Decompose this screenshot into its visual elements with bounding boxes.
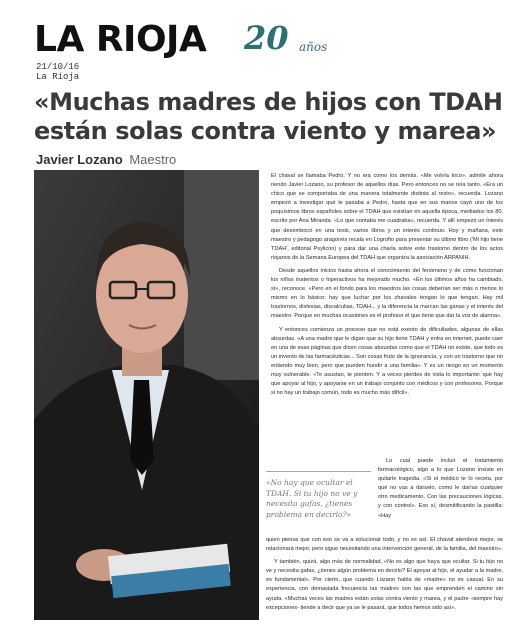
article-paragraph: El chaval se llamaba Pedro. Y no era como los demás. «Me volvía loco», admite ahora riendo Javier Lozano, su profesor de aquellos días. Pero entonces no se reía tanto. «Era un chico que se comportaba de una manera totalmente distinta al resto», recuerda. Lozano empezó a investigar qué le pasaba a Pedro, hasta que en sus manos cayó uno de los poquísimos libros españoles sobre el TDAH que existían en aquella época, mediados los 80, escrito por Ana Miranda. «Lo que contaba me cuadraba», recuerda. Y allí empezó un interés que desembocó en una tesis, varios libros y un interés continuo. Hoy y mañana, este maestro y pedagogo aragonés recala en Logroño para presentar su último libro ('Mi hijo tiene TDAH', editorial Psylicon) y para dar una charla sobre este trastorno dentro de los actos riojanos de la Semana Europea del TDAH que organiza la asociación ARPANIH. xyxy=(271,173,503,261)
article-paragraph: Y entonces comienza un proceso que no está exento de dificultades, algunas de ellas absurdas. «A una madre que le digan que su hijo tiene TDAH y entra en internet, puede caer en una de esas páginas que dicen cosas absurdas como que el TDAH no existe, que todo es un invento de las farmacéuticas... Son cosas fruto de la ignorancia, y con un trastorno que no entiendo muy bien, pero que pueden hundir a una familia». Y es un riesgo en un momento muy vulnerable. «Te asustan, te pierden. Y a veces pierdes de vista lo importante: que hay que apoyar al hijo, y apoyarse en un trabajo conjunto con médicos y con profesores. Porque si no hay un trabajo común, todo es mucho más difícil». xyxy=(271,326,503,397)
newspaper-name: LA RIOJA xyxy=(34,19,207,60)
byline xyxy=(36,152,176,167)
author-role: Maestro xyxy=(129,152,177,167)
portrait-illustration xyxy=(34,170,259,620)
anniversary-number: 20 xyxy=(244,19,289,57)
article-body-bottom xyxy=(266,536,503,617)
article-paragraph: Lo cual puede incluir el tratamiento farmacológico, algo a lo que Lozano insiste en quitarle tragedia. «Si el médico te lo receta, por qué no vas a dárselo, como le darías cualquier otro medicamento. Con las precauciones lógicas, y con control». Eso sí, desmitificando la pastilla: «Hay xyxy=(378,458,503,519)
pull-quote: «No hay que ocultar el TDAH. Si tu hijo no ve y necesita gafas, ¿tienes problema en decirlo?» xyxy=(266,471,371,520)
headline: «Muchas madres de hijos con TDAH están solas contra viento y marea» xyxy=(34,88,503,145)
portrait-photo xyxy=(34,170,259,620)
masthead-logo xyxy=(34,18,334,64)
article-column-right xyxy=(378,457,503,525)
article-body-top xyxy=(271,172,503,402)
article-paragraph: Y también, quizá, algo más de normalidad. «No es algo que haya que ocultar. Si tu hijo no ve y necesita gafas, ¿tienes algún problema en decirlo? El apoyar al hijo, el ayudar a la madre, es fundamental». Por cierto, que cuando Lozano habla de «madre» no es casual. En su experiencia, con demasiada frecuencia las madres son las que emprenden el camino sin ayuda. «Muchas veces las madres están solas contra viento y marea, y el padre -siempre hay excepciones- tiende a decir que ya se le pasará, que todos hemos sido así». xyxy=(266,559,503,611)
publication-source: La Rioja xyxy=(36,72,80,82)
dateline xyxy=(36,62,79,82)
author-name: Javier Lozano xyxy=(36,152,123,167)
publication-date: 21/10/16 xyxy=(36,62,80,72)
article-paragraph: quien piensa que con eso se va a solucionar todo, y no es así. El chaval atenderá mejor, se relacionará mejor, pero sigue necesitando una intervención general, de la familia, del maestro». xyxy=(266,537,503,553)
anniversary-word: años xyxy=(299,40,328,54)
article-paragraph: Desde aquellos inicios hasta ahora el conocimiento del fenómeno y de cómo funcionan los niños inatentos o hiperactivos ha mejorado mucho. «En los últimos años ha cambiado, sí», reconoce. «Pero en el fondo para los maestros las cosas deberían ser más o menos lo mismo en lo básico: hay que luchar por los chavales tengan lo que tengan. Hay mil trastornos, dislexias, discalculias, TDAH... y la diferencia la marcan las ganas y el interés del maestro. Porque en muchas ocasiones es el profesor el que tiene que dar la voz de alarma». xyxy=(271,267,503,320)
